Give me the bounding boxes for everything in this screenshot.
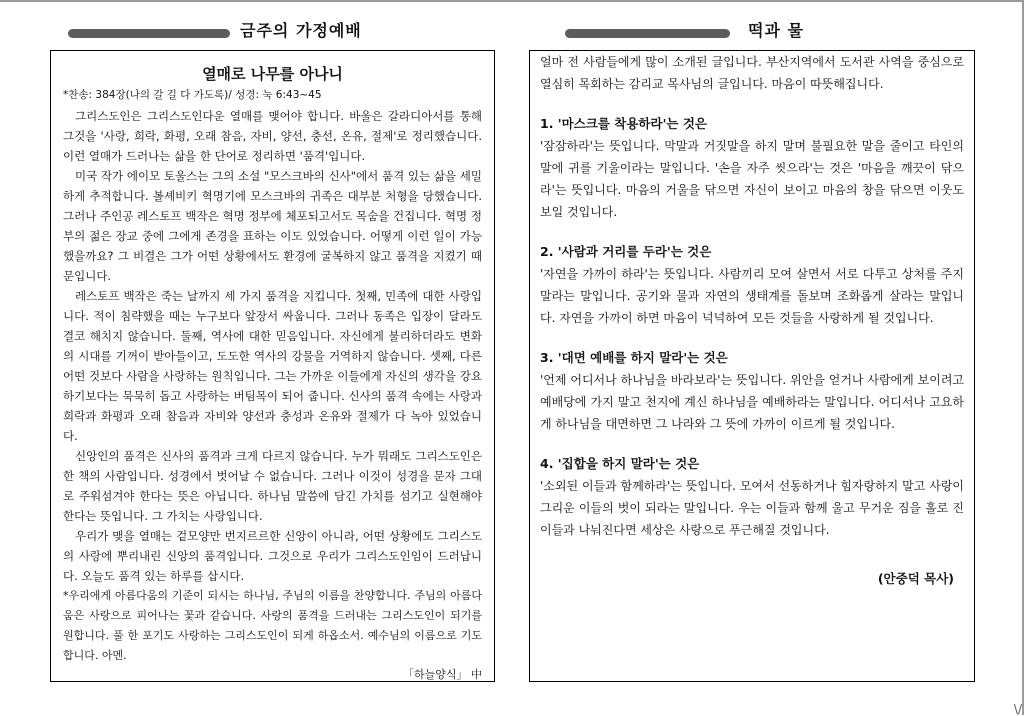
devotion-paragraph: 미국 작가 에이모 토울스는 그의 소설 "모스크바의 신사"에서 품격 있는 삶을 세밀하게 추적합니다. 볼셰비키 혁명기에 모스크바의 귀족은 대부분 처형을 당했습니다. 그러나 주인공 레스토프 백작은 혁명 정부에 체포되고서도 목숨을 건집니다. 혁명 정부의 젊은 장교 중에 그에게 존경을 표하는 이도 있었습니다. 어떻게 이런 일이 가능했을까요? 그 비결은 그가 어떤 상황에서도 환경에 굴복하지 않고 품격을 지켰기 때문입니다. <box>63 169 482 283</box>
devotion-paragraph: 우리가 맺을 열매는 겉모양만 번지르르한 신앙이 아니라, 어떤 상황에도 그리스도의 사랑에 뿌리내린 신앙의 품격입니다. 그것으로 우리가 그리스도인임이 드러납니다. 오늘도 품격 있는 하루를 삽시다. <box>63 529 482 583</box>
section-heading: 3. '대면 예배를 하지 말라'는 것은 <box>540 350 728 365</box>
source-credit: 「하늘양식」 中 <box>402 668 482 681</box>
prayer-text: *우리에게 아름다움의 기준이 되시는 하나님, 주님의 이름을 찬양합니다. 주님의 아름다움은 사랑으로 피어나는 꽃과 같습니다. 사랑의 품격을 드러내는 그리스도인이 되기를 원합니다. 풀 한 포기도 사랑하는 그리스도인이 되게 하옵소서. 예수님의 이름으로 기도합니다. 아멘. <box>63 589 482 662</box>
devotion-title: 열매로 나무를 아나니 <box>202 65 343 83</box>
section-heading: 2. '사람과 거리를 두라'는 것은 <box>540 244 712 259</box>
section-heading: 1. '마스크를 착용하라'는 것은 <box>540 116 707 131</box>
left-header-bar <box>68 29 230 38</box>
left-header-title: 금주의 가정예배 <box>240 21 362 40</box>
hymn-scripture-line: *찬송: 384장(나의 갈 길 다 가도록)/ 성경: 눅 6:43~45 <box>63 89 322 101</box>
devotion-paragraph: 레스토프 백작은 죽는 날까지 세 가지 품격을 지킵니다. 첫째, 민족에 대한 사랑입니다. 적이 침략했을 때는 누구보다 앞장서 싸웁니다. 그러나 동족은 입장이 달라도 결코 해치지 않습니다. 둘째, 역사에 대한 믿음입니다. 자신에게 불리하더라도 변화의 시대를 기꺼이 받아들이고, 도도한 역사의 강물을 거역하지 않습니다. 셋째, 다른 어떤 것보다 사람을 사랑하는 원칙입니다. 그는 가까운 이들에게 자신의 생각을 강요하기보다는 묵묵히 돕고 사랑하는 버팀목이 되어 줍니다. 신사의 품격 속에는 사랑과 희락과 화평과 오래 참음과 자비와 양선과 충성과 온유와 절제가 다 녹아 있었습니다. <box>63 289 482 443</box>
devotion-paragraph: 신앙인의 품격은 신사의 품격과 크게 다르지 않습니다. 누가 뭐래도 그리스도인은 한 책의 사람입니다. 성경에서 벗어날 수 없습니다. 그러나 이것이 성경을 문자 그대로 주워섬겨야 한다는 뜻은 아닙니다. 하나님 말씀에 담긴 가치를 섬기고 실현해야 한다는 뜻입니다. 그 가치는 사랑입니다. <box>63 449 482 523</box>
section-body: '소외된 이들과 함께하라'는 뜻입니다. 모여서 선동하거나 힘자랑하지 말고 사랑이 그리운 이들의 벗이 되라는 말입니다. 우는 이들과 함께 울고 무거운 짐을 홀로 진 이들과 나눠진다면 세상은 사랑으로 푸근해질 것입니다. <box>540 479 964 537</box>
right-header-bar <box>565 29 730 38</box>
article-box <box>529 50 975 682</box>
source-row <box>63 666 482 684</box>
page-top-border <box>0 0 1024 2</box>
section-body: '언제 어디서나 하나님을 바라보라'는 뜻입니다. 위안을 얻거나 사람에게 보이려고 예배당에 가지 말고 천지에 계신 하나님을 예배하라는 말입니다. 어디서나 고요하게 하나님을 대면하면 그 나라와 그 뜻에 가까이 이르게 될 것입니다. <box>540 373 964 431</box>
devotion-paragraph: 그리스도인은 그리스도인다운 열매를 맺어야 합니다. 바울은 갈라디아서를 통해 그것을 '사랑, 희락, 화평, 오래 참음, 자비, 양선, 충선, 온유, 절제'로 정리했습니다. 이런 열매가 드러나는 삶을 한 단어로 정리하면 '품격'입니다. <box>63 109 482 163</box>
author-signature: (안중덕 목사) <box>877 571 954 586</box>
right-header-title: 떡과 물 <box>748 21 804 40</box>
corner-mark: \/ <box>1013 702 1022 716</box>
article-intro: 얼마 전 사람들에게 많이 소개된 글입니다. 부산지역에서 도서관 사역을 중심으로 열심히 목회하는 감리교 목사님의 글입니다. 마음이 따뜻해집니다. <box>540 55 964 91</box>
devotion-box <box>50 50 495 682</box>
section-body: '자연을 가까이 하라'는 뜻입니다. 사람끼리 모여 살면서 서로 다투고 상처를 주지 말라는 말입니다. 공기와 물과 자연의 생태계를 돌보며 조화롭게 살라는 말입니다. 자연을 가까이 하면 마음이 넉넉하여 모든 것들을 사랑하게 될 것입니다. <box>540 267 964 325</box>
section-heading: 4. '집합을 하지 말라'는 것은 <box>540 456 700 471</box>
section-body: '잠잠하라'는 뜻입니다. 막말과 거짓말을 하지 말며 불필요한 말을 줄이고 타인의 말에 귀를 기울이라는 말입니다. '손을 자주 씻으라'는 것은 '마음을 깨끗이 닦으라'는 뜻입니다. 마음의 거울을 닦으면 자신이 보이고 마음의 창을 닦으면 이웃도 보일 것입니다. <box>540 139 964 219</box>
